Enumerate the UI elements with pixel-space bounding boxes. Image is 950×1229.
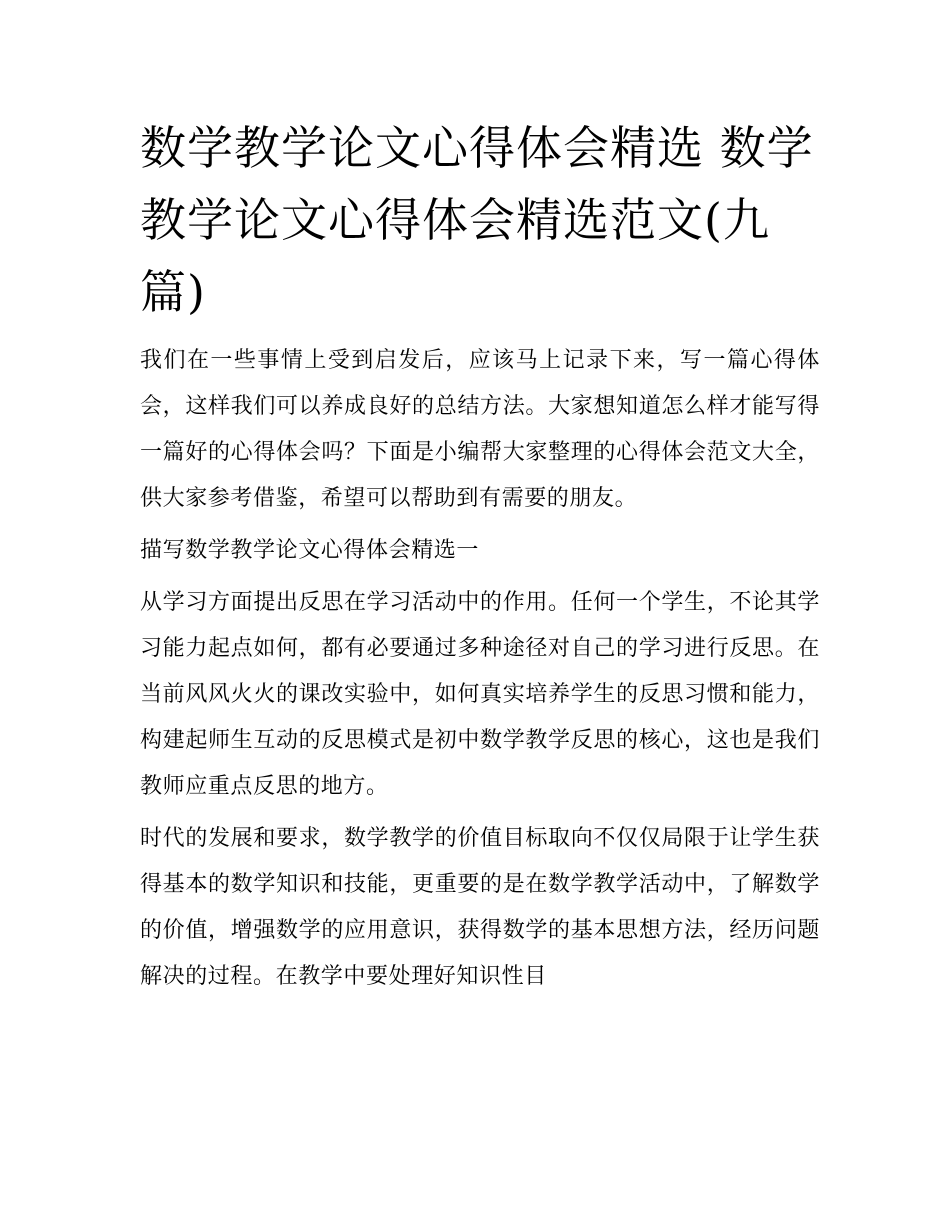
section-heading: 描写数学教学论文心得体会精选一	[140, 538, 480, 563]
page-title: 数学教学论文心得体会精选 数学教学论文心得体会精选范文(九篇)	[140, 121, 814, 319]
intro-paragraph: 我们在一些事情上受到启发后，应该马上记录下来，写一篇心得体会，这样我们可以养成良好的总结方法。大家想知道怎么样才能写得一篇好的心得体会吗？下面是小编帮大家整理的心得体会范文大全，供大家参考借鉴，希望可以帮助到有需要的朋友。	[140, 348, 820, 511]
document-body	[140, 112, 820, 1006]
body-paragraph-2: 时代的发展和要求，数学教学的价值目标取向不仅仅局限于让学生获得基本的数学知识和技能，更重要的是在数学教学活动中，了解数学的价值，增强数学的应用意识，获得数学的基本思想方法，经历问题解决的过程。在教学中要处理好知识性目	[140, 826, 820, 989]
body-paragraph-1: 从学习方面提出反思在学习活动中的作用。任何一个学生，不论其学习能力起点如何，都有必要通过多种途径对自己的学习进行反思。在当前风风火火的课改实验中，如何真实培养学生的反思习惯和能力，构建起师生互动的反思模式是初中数学教学反思的核心，这也是我们教师应重点反思的地方。	[140, 590, 820, 799]
